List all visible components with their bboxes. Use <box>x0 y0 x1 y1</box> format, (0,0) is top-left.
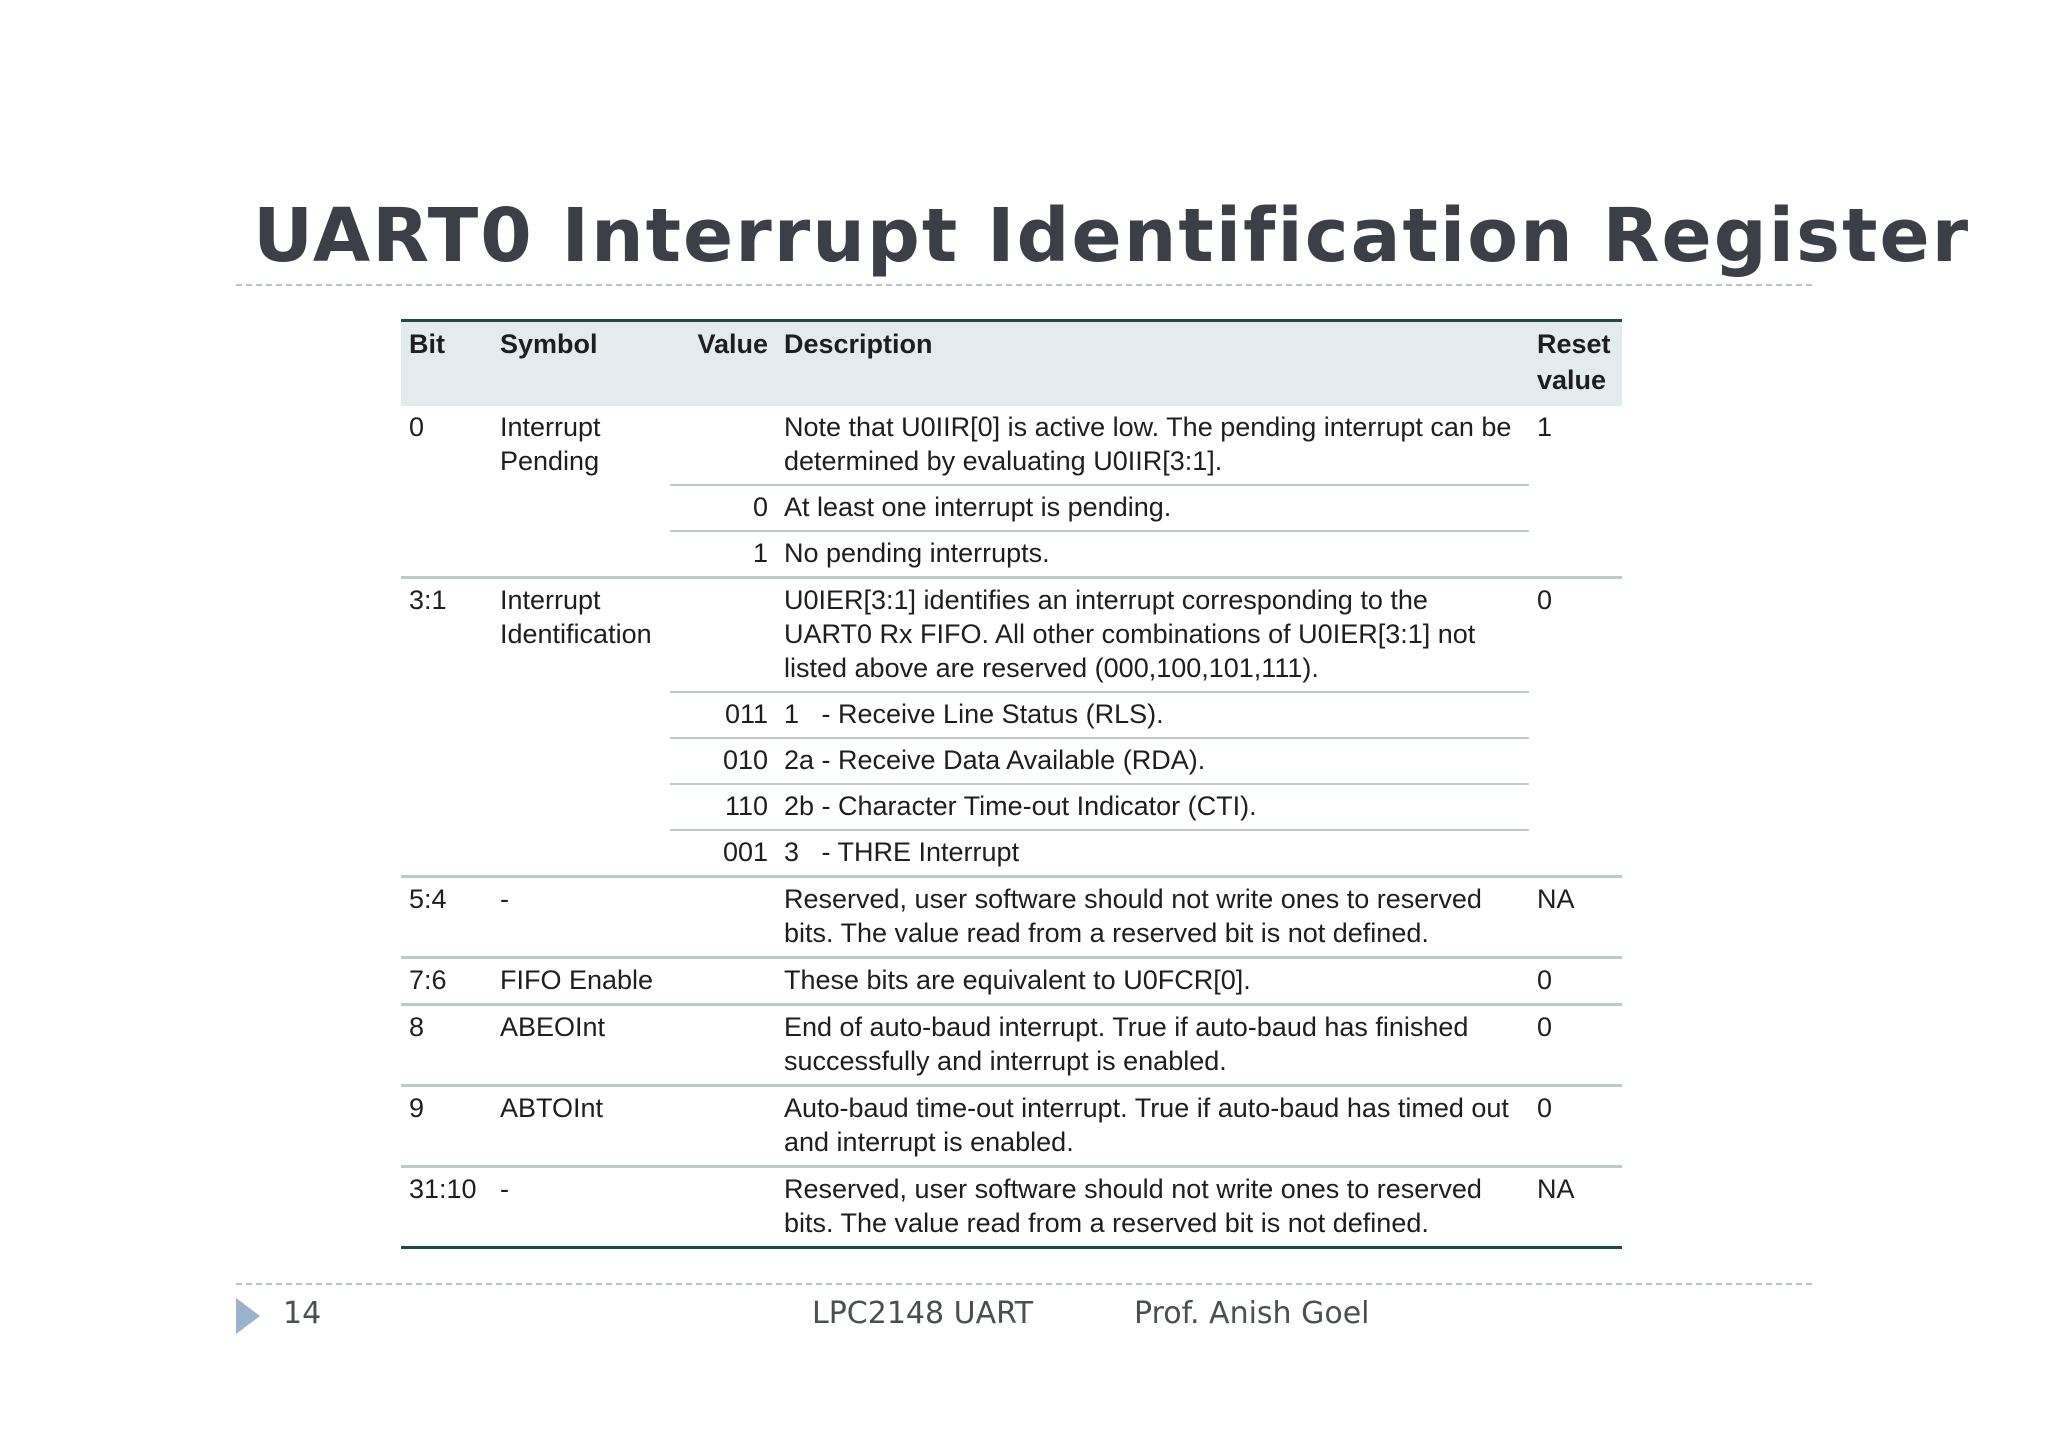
cell-description: Reserved, user software should not write ones to reserved bits. The value read from a reserved bit is not defined. <box>776 877 1529 958</box>
cell-reset: 0 <box>1529 578 1622 693</box>
cell-symbol: ABEOInt <box>492 1005 670 1086</box>
cell-value: 010 <box>670 738 776 784</box>
cell-symbol: Interrupt Pending <box>500 412 601 476</box>
cell-bit <box>401 830 492 877</box>
cell-value <box>670 1086 776 1167</box>
table-header-row <box>401 321 1622 407</box>
cell-description: 2a - Receive Data Available (RDA). <box>776 738 1529 784</box>
cell-reset <box>1529 485 1622 531</box>
cell-symbol <box>492 692 670 738</box>
cell-symbol <box>492 738 670 784</box>
cell-description: Auto-baud time-out interrupt. True if auto-baud has timed out and interrupt is enabled. <box>776 1086 1529 1167</box>
header-description: Description <box>776 321 1529 407</box>
cell-reset: 0 <box>1529 958 1622 1005</box>
cell-description: These bits are equivalent to U0FCR[0]. <box>776 958 1529 1005</box>
cell-reset <box>1529 531 1622 578</box>
cell-symbol <box>492 531 670 578</box>
cell-reset: NA <box>1529 877 1622 958</box>
cell-reset <box>1529 738 1622 784</box>
cell-value: 0 <box>670 485 776 531</box>
table-row <box>401 485 1622 531</box>
cell-value: 110 <box>670 784 776 830</box>
cell-reset <box>1529 830 1622 877</box>
table-row <box>401 830 1622 877</box>
table-row <box>401 531 1622 578</box>
cell-symbol: - <box>492 1167 670 1248</box>
cell-value <box>670 877 776 958</box>
cell-description: At least one interrupt is pending. <box>776 485 1529 531</box>
cell-reset: 1 <box>1537 412 1553 442</box>
cell-bit: 0 <box>409 412 425 442</box>
cell-symbol <box>492 485 670 531</box>
title-divider <box>236 284 1812 286</box>
cell-description: U0IER[3:1] identifies an interrupt corresponding to the UART0 Rx FIFO. All other combinations of U0IER[3:1] not listed above are reserved (000,100,101,111). <box>776 578 1529 693</box>
register-table <box>401 319 1622 1249</box>
cell-description: Note that U0IIR[0] is active low. The pending interrupt can be determined by evaluating U0IIR[3:1]. <box>784 412 1512 476</box>
table-row <box>401 406 1622 485</box>
footer-course: LPC2148 UART <box>812 1296 1034 1331</box>
table-row <box>401 692 1622 738</box>
table-row <box>401 877 1622 958</box>
cell-value <box>670 578 776 693</box>
cell-symbol: ABTOInt <box>492 1086 670 1167</box>
table-row <box>401 578 1622 693</box>
header-symbol: Symbol <box>492 321 670 407</box>
cell-reset <box>1529 784 1622 830</box>
cell-value <box>670 1005 776 1086</box>
cell-bit: 8 <box>401 1005 492 1086</box>
cell-value: 1 <box>670 531 776 578</box>
cell-description: 2b - Character Time-out Indicator (CTI). <box>776 784 1529 830</box>
footer-author: Prof. Anish Goel <box>1134 1296 1370 1331</box>
cell-bit <box>401 692 492 738</box>
cell-bit: 3:1 <box>401 578 492 693</box>
table-row <box>401 958 1622 1005</box>
cell-bit: 5:4 <box>401 877 492 958</box>
cell-reset: 0 <box>1529 1005 1622 1086</box>
cell-description: No pending interrupts. <box>776 531 1529 578</box>
cell-reset: NA <box>1529 1167 1622 1248</box>
cell-bit: 9 <box>401 1086 492 1167</box>
cell-description: 1 - Receive Line Status (RLS). <box>776 692 1529 738</box>
cell-value <box>670 1167 776 1248</box>
cell-symbol <box>492 830 670 877</box>
header-value: Value <box>670 321 776 407</box>
cell-bit: 31:10 <box>401 1167 492 1248</box>
cell-description: End of auto-baud interrupt. True if auto-baud has finished successfully and interrupt is enabled. <box>776 1005 1529 1086</box>
cell-bit <box>401 738 492 784</box>
cell-value: 011 <box>670 692 776 738</box>
cell-symbol <box>492 784 670 830</box>
cell-bit <box>401 784 492 830</box>
cell-value: 001 <box>670 830 776 877</box>
cell-description: 3 - THRE Interrupt <box>776 830 1529 877</box>
table-row <box>401 1167 1622 1248</box>
cell-bit: 7:6 <box>401 958 492 1005</box>
table-row <box>401 784 1622 830</box>
footer-divider <box>236 1283 1812 1285</box>
header-reset-value: Reset value <box>1529 321 1622 407</box>
cell-value <box>670 406 776 485</box>
page-number: 14 <box>283 1296 322 1331</box>
cell-symbol: FIFO Enable <box>492 958 670 1005</box>
cell-description: Reserved, user software should not write ones to reserved bits. The value read from a reserved bit is not defined. <box>776 1167 1529 1248</box>
slide-title: UART0 Interrupt Identification Register <box>253 193 1971 279</box>
cell-symbol: - <box>492 877 670 958</box>
cell-value <box>670 958 776 1005</box>
cell-symbol: Interrupt Identification <box>492 578 670 693</box>
cell-bit <box>401 531 492 578</box>
table-row <box>401 1005 1622 1086</box>
header-bit: Bit <box>401 321 492 407</box>
cell-reset <box>1529 692 1622 738</box>
cell-reset: 0 <box>1529 1086 1622 1167</box>
cell-bit <box>401 485 492 531</box>
triangle-right-icon <box>236 1298 260 1334</box>
table-row <box>401 738 1622 784</box>
table-row <box>401 1086 1622 1167</box>
